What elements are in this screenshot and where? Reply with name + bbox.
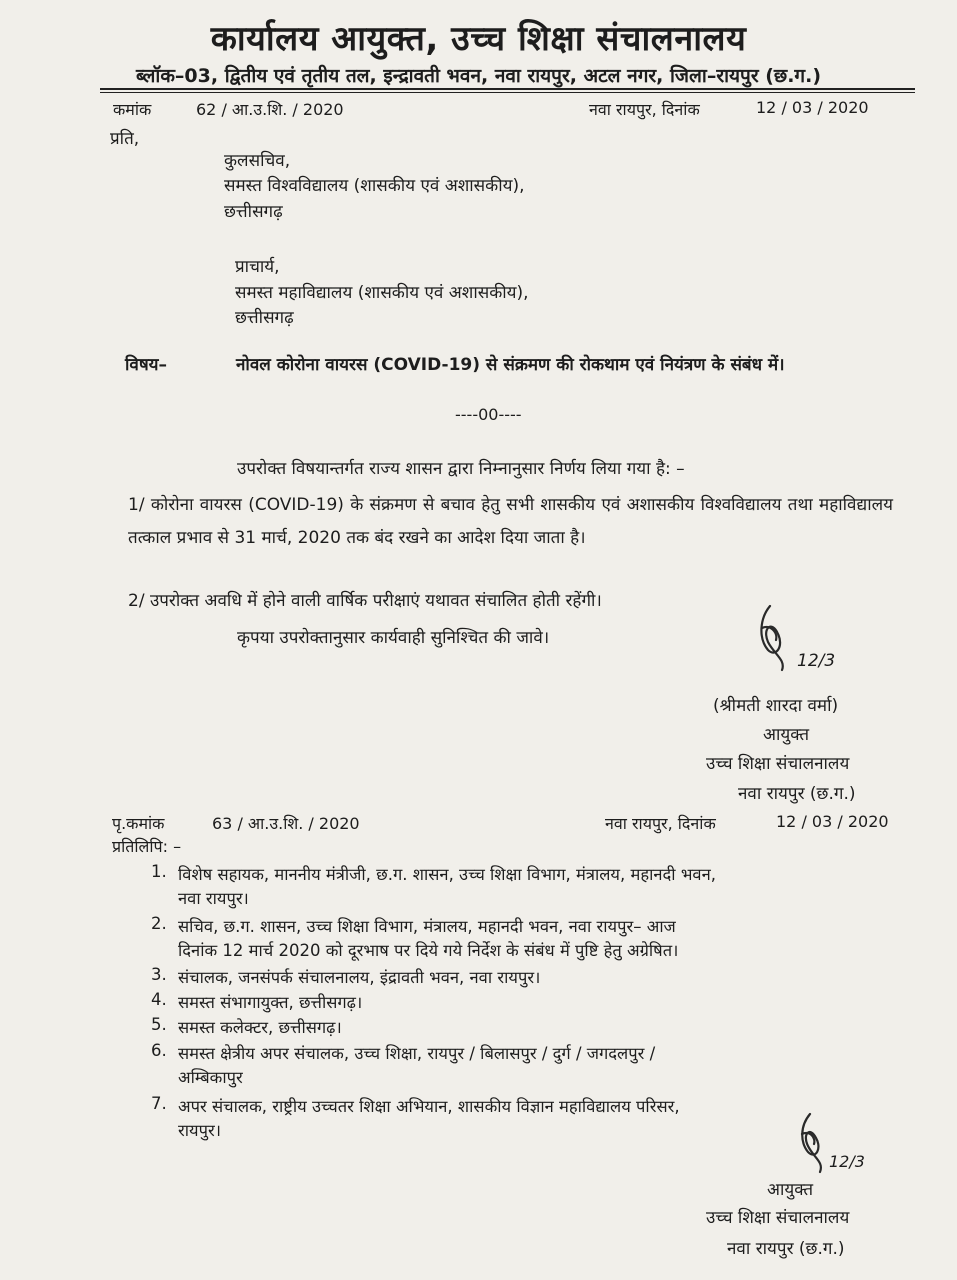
signature1-date-mark: 12/3 [797, 651, 836, 671]
cc-number: 2. [151, 914, 167, 933]
cc-number: 3. [151, 965, 167, 984]
recipient1-line3: छत्तीसगढ़ [224, 202, 283, 222]
cc-item-7-line2: रायपुर। [178, 1121, 221, 1140]
recipient2-line3: छत्तीसगढ़ [235, 308, 294, 328]
endorsement-number: 63 / आ.उ.शि. / 2020 [212, 814, 360, 833]
ref-number: 62 / आ.उ.शि. / 2020 [196, 100, 344, 119]
cc-item-7-line1: अपर संचालक, राष्ट्रीय उच्चतर शिक्षा अभियान, शासकीय विज्ञान महाविद्यालय परिसर, [178, 1097, 680, 1116]
recipient1-line2: समस्त विश्वविद्यालय (शासकीय एवं अशासकीय), [224, 176, 525, 196]
cc-item-1-line2: नवा रायपुर। [178, 889, 249, 908]
cc-number: 7. [151, 1094, 167, 1113]
endorser-office: उच्च शिक्षा संचालनालय [706, 1208, 850, 1228]
cc-number: 6. [151, 1041, 167, 1060]
cc-item-2-line1: सचिव, छ.ग. शासन, उच्च शिक्षा विभाग, मंत्रालय, महानदी भवन, नवा रायपुर– आज [178, 917, 676, 936]
body-point-1: 1/ कोरोना वायरस (COVID-19) के संक्रमण से बचाव हेतु सभी शासकीय एवं अशासकीय विश्वविद्यालय तथा महाविद्यालय तत्काल प्रभाव से 31 मार्च, 2020 तक बंद रखने का आदेश दिया जाता है। [128, 495, 893, 548]
header-rule [100, 88, 915, 90]
endorsement-date: 12 / 03 / 2020 [776, 812, 889, 831]
endorsement-place-date-label: नवा रायपुर, दिनांक [605, 814, 716, 833]
cc-number: 5. [151, 1015, 167, 1034]
cc-item-6-line1: समस्त क्षेत्रीय अपर संचालक, उच्च शिक्षा, रायपुर / बिलासपुर / दुर्ग / जगदलपुर / [178, 1044, 656, 1063]
signatory-office: उच्च शिक्षा संचालनालय [706, 754, 850, 774]
body-closing: कृपया उपरोक्तानुसार कार्यवाही सुनिश्चित की जावे। [237, 628, 550, 648]
office-address: ब्लॉक–03, द्वितीय एवं तृतीय तल, इन्द्रावती भवन, नवा रायपुर, अटल नगर, जिला–रायपुर (छ.ग.) [135, 65, 822, 87]
office-title: कार्यालय आयुक्त, उच्च शिक्षा संचालनालय [210, 19, 747, 59]
header-rule-thin [100, 92, 915, 93]
subject-label: विषय– [125, 355, 168, 375]
signatory-place: नवा रायपुर (छ.ग.) [738, 784, 856, 804]
signatory-designation: आयुक्त [763, 725, 810, 745]
signature2-date-mark: 12/3 [829, 1152, 865, 1171]
recipient1-line1: कुलसचिव, [224, 151, 291, 171]
separator: ----00---- [455, 405, 522, 424]
cc-item-1-line1: विशेष सहायक, माननीय मंत्रीजी, छ.ग. शासन, उच्च शिक्षा विभाग, मंत्रालय, महानदी भवन, [178, 865, 716, 884]
recipient2-line2: समस्त महाविद्यालय (शासकीय एवं अशासकीय), [235, 283, 529, 303]
body-point-2: 2/ उपरोक्त अवधि में होने वाली वार्षिक परीक्षाएं यथावत संचालित होती रहेंगी। [128, 591, 602, 611]
ref-date: 12 / 03 / 2020 [756, 98, 869, 117]
signatory-name: (श्रीमती शारदा वर्मा) [713, 696, 839, 716]
endorsement-label: पृ.कमांक [112, 814, 165, 833]
recipient2-line1: प्राचार्य, [235, 257, 280, 277]
subject-text: नोवल कोरोना वायरस (COVID-19) से संक्रमण की रोकथाम एवं नियंत्रण के संबंध में। [236, 355, 785, 375]
cc-item-2-line2: दिनांक 12 मार्च 2020 को दूरभाष पर दिये गये निर्देश के संबंध में पुष्टि हेतु अग्रेषित। [178, 941, 679, 960]
body-intro: उपरोक्त विषयान्तर्गत राज्य शासन द्वारा निम्नानुसार निर्णय लिया गया है: – [237, 459, 685, 479]
cc-item-5: समस्त कलेक्टर, छत्तीसगढ़। [178, 1018, 342, 1037]
to-label: प्रति, [110, 129, 140, 149]
ref-place-date-label: नवा रायपुर, दिनांक [589, 100, 700, 119]
ref-label: कमांक [113, 100, 152, 119]
cc-label: प्रतिलिपि: – [112, 837, 182, 856]
endorser-designation: आयुक्त [767, 1180, 814, 1200]
cc-number: 1. [151, 862, 167, 881]
cc-number: 4. [151, 990, 167, 1009]
endorser-place: नवा रायपुर (छ.ग.) [727, 1239, 845, 1259]
cc-item-3: संचालक, जनसंपर्क संचालनालय, इंद्रावती भवन, नवा रायपुर। [178, 968, 541, 987]
cc-item-4: समस्त संभागायुक्त, छत्तीसगढ़। [178, 993, 363, 1012]
cc-item-6-line2: अम्बिकापुर [178, 1068, 243, 1087]
